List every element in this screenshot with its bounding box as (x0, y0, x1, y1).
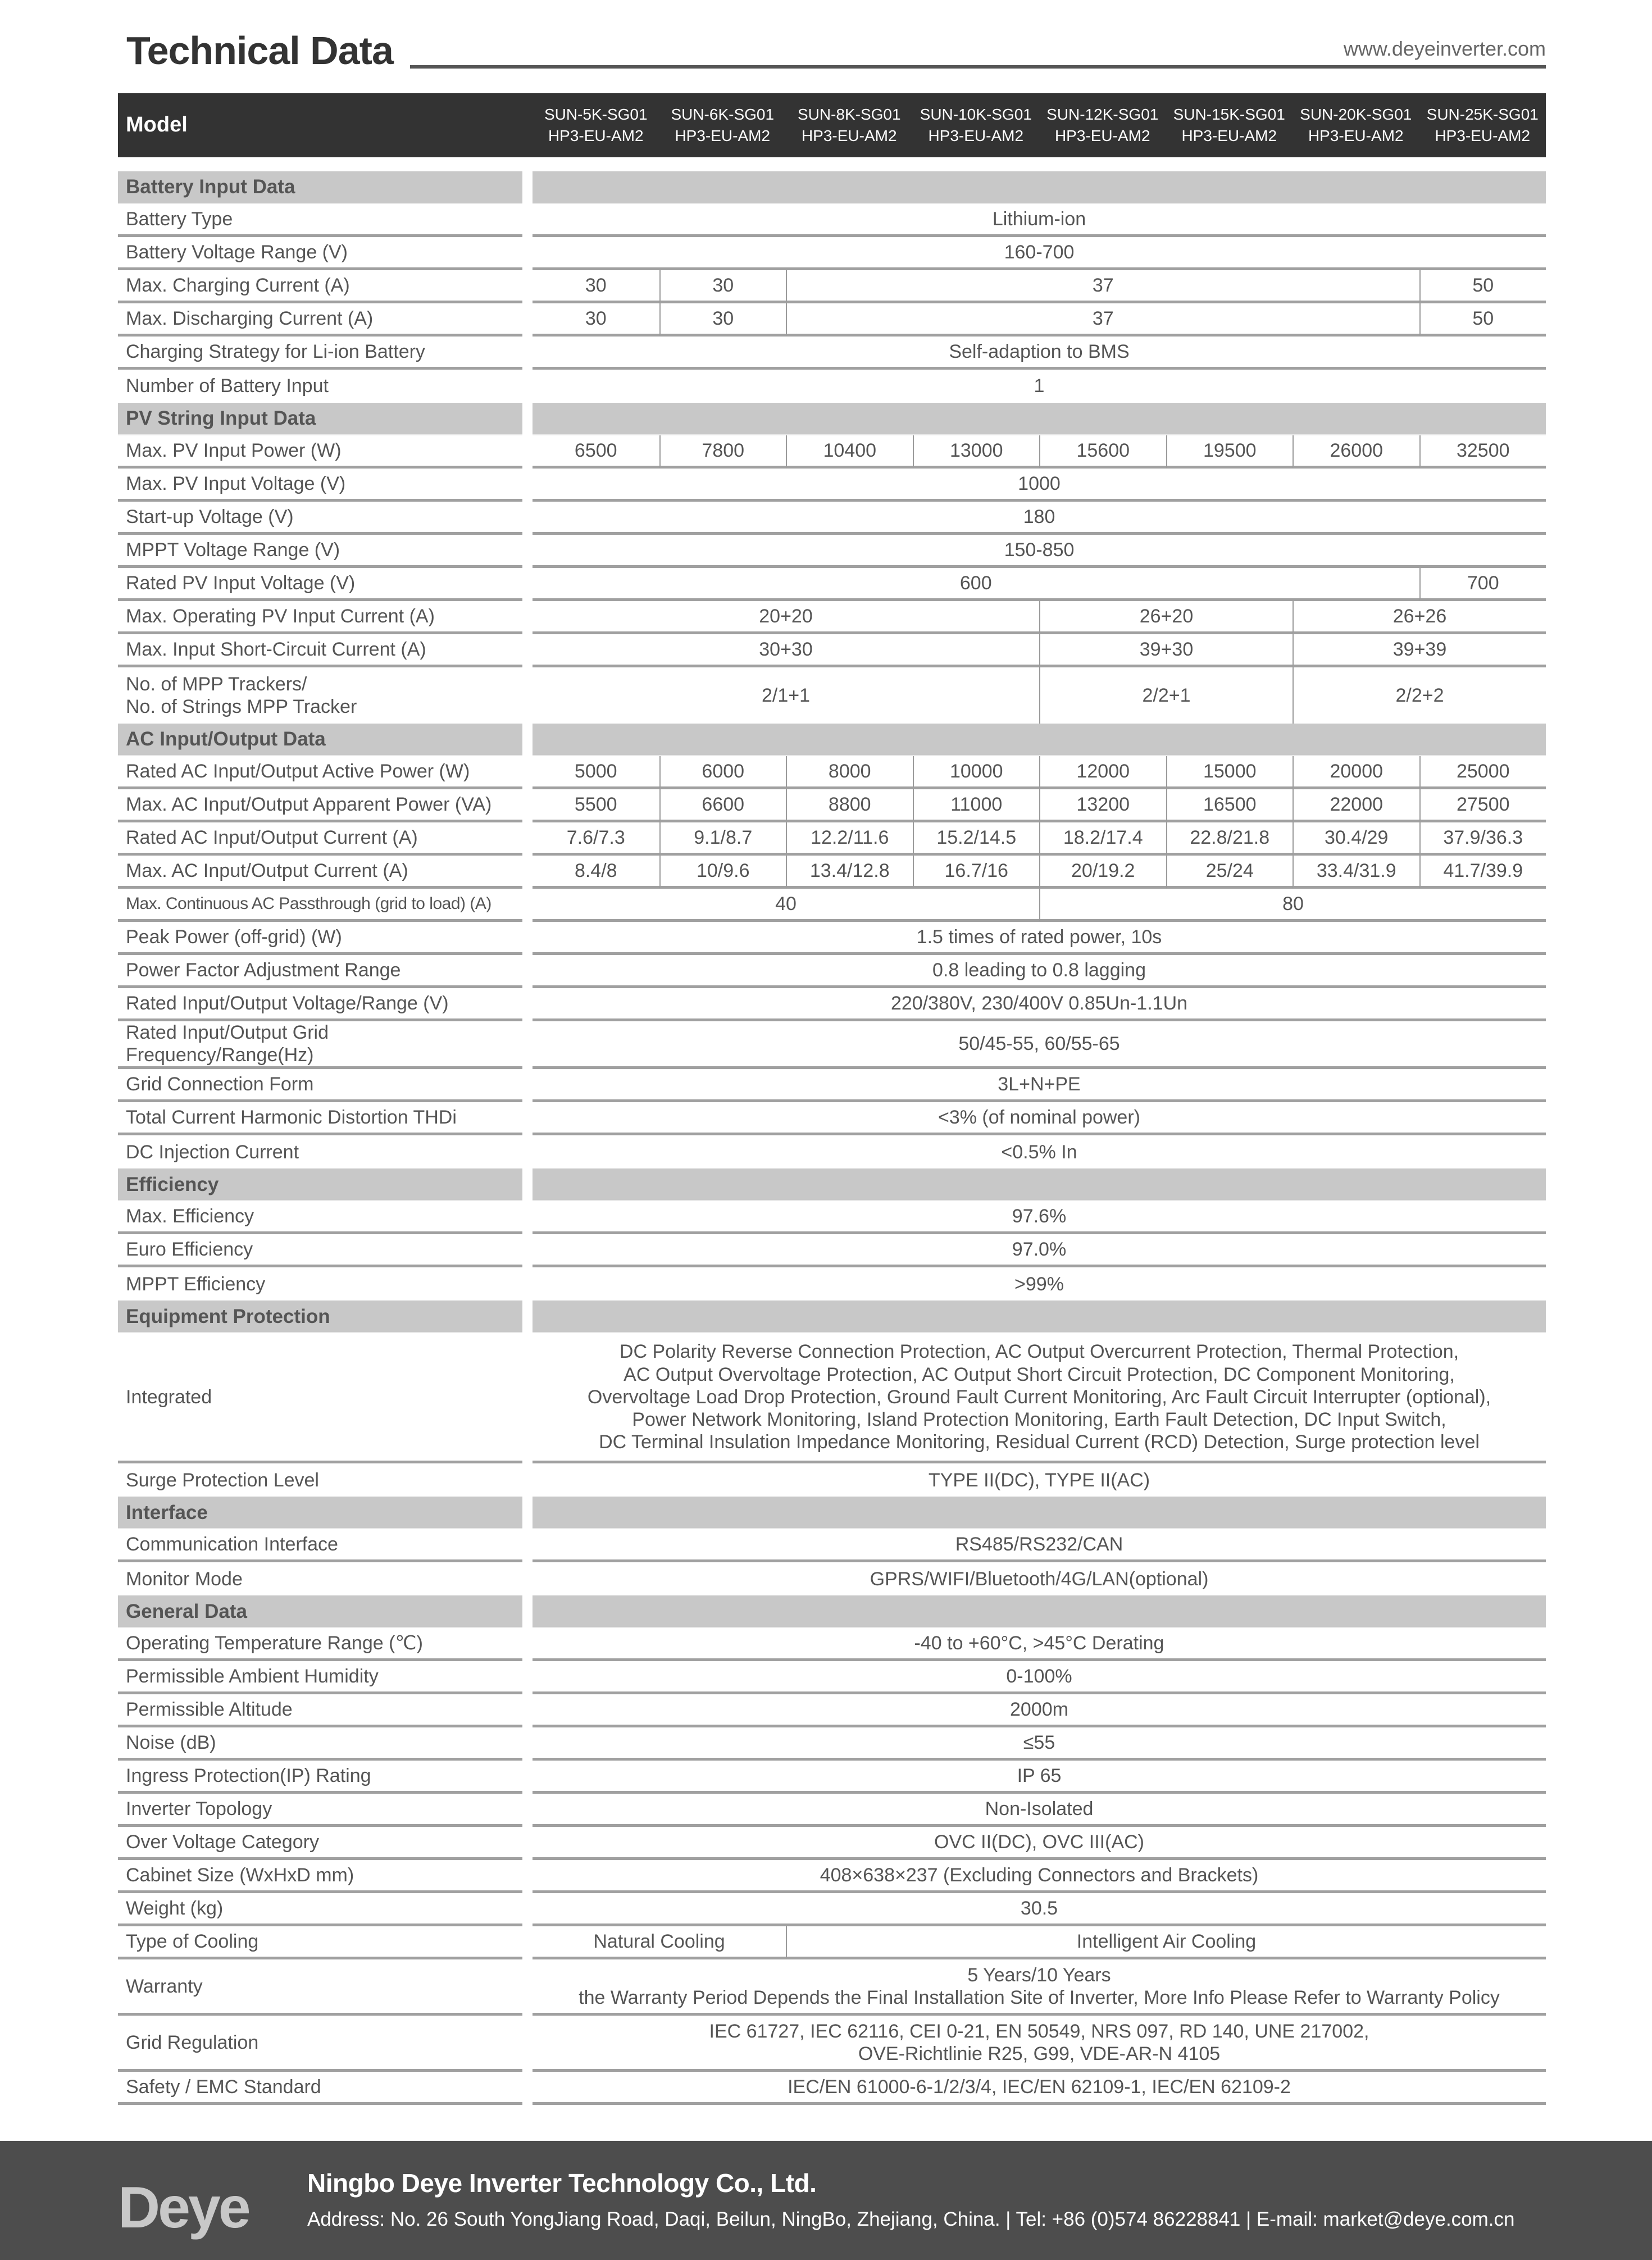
company-name: Ningbo Deye Inverter Technology Co., Ltd. (307, 2168, 817, 2198)
table-row: Max. PV Input Power (W) 6500 7800 10400 13000 15600 19500 26000 32500 (118, 435, 1546, 469)
table-row: Grid Connection Form 3L+N+PE (118, 1069, 1546, 1102)
model-header-row (118, 93, 1546, 157)
table-row: Rated AC Input/Output Current (A) 7.6/7.3 9.1/8.7 12.2/11.6 15.2/14.5 18.2/17.4 22.8/21.8 30.4/29 37.9/36.3 (118, 822, 1546, 856)
section-battery-input: Battery Input Data (118, 171, 1546, 204)
deye-logo: Deye (118, 2175, 249, 2240)
table-row: Max. AC Input/Output Apparent Power (VA) 5500 6600 8800 11000 13200 16500 22000 27500 (118, 789, 1546, 822)
table-row: Max. Operating PV Input Current (A) 20+20 26+20 26+26 (118, 601, 1546, 634)
table-row: Weight (kg) 30.5 (118, 1893, 1546, 1926)
table-row: Rated Input/Output Voltage/Range (V) 220/380V, 230/400V 0.85Un-1.1Un (118, 988, 1546, 1021)
table-row: Max. PV Input Voltage (V) 1000 (118, 469, 1546, 502)
section-equipment-protection: Equipment Protection (118, 1300, 1546, 1333)
page-title: Technical Data (126, 29, 393, 72)
table-row: Integrated DC Polarity Reverse Connection Protection, AC Output Overcurrent Protection, Thermal Protection, AC Output Overvoltage Protection, AC Output Short Circuit Protection, DC Component Monitoring, Overvoltage Load Drop Protection, Ground Fault Current Monitoring, Arc Fault Circuit Interrupter (optional), Power Network Monitoring, Island Protection Monitoring, Earth Fault Detection, DC Input Switch, DC Terminal Insulation Impedance Monitoring, Residual Current (RCD) Detection, Surge protection level (118, 1333, 1546, 1463)
table-row: Over Voltage Category OVC II(DC), OVC III(AC) (118, 1827, 1546, 1860)
table-row: Grid Regulation IEC 61727, IEC 62116, CEI 0-21, EN 50549, NRS 097, RD 140, UNE 217002, OVE-Richtlinie R25, G99, VDE-AR-N 4105 (118, 2016, 1546, 2072)
table-row: Permissible Ambient Humidity 0-100% (118, 1661, 1546, 1694)
title-bar (126, 22, 1546, 73)
table-row: Max. Charging Current (A) 30 30 37 50 (118, 270, 1546, 303)
model-12k: SUN-12K-SG01 HP3-EU-AM2 (1039, 93, 1166, 157)
model-label: Model (118, 93, 522, 157)
table-row: Power Factor Adjustment Range 0.8 leading to 0.8 lagging (118, 955, 1546, 988)
website-link[interactable]: www.deyeinverter.com (1343, 37, 1546, 60)
model-6k: SUN-6K-SG01 HP3-EU-AM2 (659, 93, 786, 157)
table-row: Number of Battery Input 1 (126, 375, 1045, 397)
table-row: Max. Input Short-Circuit Current (A) 30+30 39+30 39+39 (118, 634, 1546, 667)
table-row: Warranty 5 Years/10 Years the Warranty Period Depends the Final Installation Site of Inverter, More Info Please Refer to Warranty Policy (118, 1959, 1546, 2016)
table-row: No. of MPP Trackers/ No. of Strings MPP Tracker 2/1+1 2/2+1 2/2+2 (118, 667, 1546, 724)
table-row: Type of Cooling Natural Cooling Intelligent Air Cooling (118, 1926, 1546, 1959)
table-row: Battery Type Lithium-ion (118, 204, 1546, 237)
company-contact: Address: No. 26 South YongJiang Road, Daqi, Beilun, NingBo, Zhejiang, China. | Tel: +86 (0)574 86228841 | E-mail: market@deye.com.cn (307, 2208, 1515, 2230)
table-row: Cabinet Size (WxHxD mm) 408×638×237 (Excluding Connectors and Brackets) (118, 1860, 1546, 1893)
technical-data-table (118, 93, 1546, 2105)
table-row: Euro Efficiency 97.0% (118, 1234, 1546, 1267)
table-row: Monitor Mode GPRS/WIFI/Bluetooth/4G/LAN(optional) (126, 1568, 1209, 1590)
section-pv-string-input: PV String Input Data (118, 403, 1546, 435)
section-general-data: General Data (118, 1595, 1546, 1628)
table-row: Rated Input/Output Grid Frequency/Range(Hz) 50/45-55, 60/55-65 (118, 1021, 1546, 1069)
table-row: Safety / EMC Standard IEC/EN 61000-6-1/2/3/4, IEC/EN 62109-1, IEC/EN 62109-2 (118, 2072, 1546, 2105)
table-row: Total Current Harmonic Distortion THDi <3% (of nominal power) (118, 1102, 1546, 1135)
model-25k: SUN-25K-SG01 HP3-EU-AM2 (1419, 93, 1546, 157)
model-10k: SUN-10K-SG01 HP3-EU-AM2 (913, 93, 1040, 157)
model-20k: SUN-20K-SG01 HP3-EU-AM2 (1293, 93, 1419, 157)
table-row: Charging Strategy for Li-ion Battery Self-adaption to BMS (118, 337, 1546, 370)
table-row: Surge Protection Level TYPE II(DC), TYPE II(AC) (126, 1469, 1150, 1491)
page-footer (0, 2141, 1652, 2260)
table-row: Inverter Topology Non-Isolated (118, 1794, 1546, 1827)
model-5k: SUN-5K-SG01 HP3-EU-AM2 (533, 93, 659, 157)
table-row: MPPT Voltage Range (V) 150-850 (118, 535, 1546, 568)
table-row: Noise (dB) ≤55 (118, 1727, 1546, 1761)
table-row: Start-up Voltage (V) 180 (118, 502, 1546, 535)
section-efficiency: Efficiency (118, 1168, 1546, 1201)
table-row: Operating Temperature Range (℃) -40 to +60°C, >45°C Derating (118, 1628, 1546, 1661)
table-row: Rated PV Input Voltage (V) 600 700 (118, 568, 1546, 601)
table-row: Max. Discharging Current (A) 30 30 37 50 (118, 303, 1546, 337)
table-row: Ingress Protection(IP) Rating IP 65 (118, 1761, 1546, 1794)
table-row: Communication Interface RS485/RS232/CAN (118, 1529, 1546, 1562)
model-15k: SUN-15K-SG01 HP3-EU-AM2 (1166, 93, 1293, 157)
model-8k: SUN-8K-SG01 HP3-EU-AM2 (786, 93, 913, 157)
table-row: Max. Continuous AC Passthrough (grid to load) (A) 40 80 (118, 889, 1546, 922)
table-row: DC Injection Current <0.5% In (126, 1141, 1077, 1163)
section-interface: Interface (118, 1497, 1546, 1529)
table-row: Peak Power (off-grid) (W) 1.5 times of rated power, 10s (118, 922, 1546, 955)
title-rule (410, 65, 1546, 69)
section-ac-input-output: AC Input/Output Data (118, 724, 1546, 756)
table-row: Battery Voltage Range (V) 160-700 (118, 237, 1546, 270)
table-row: Rated AC Input/Output Active Power (W) 5000 6000 8000 10000 12000 15000 20000 25000 (118, 756, 1546, 789)
table-row: MPPT Efficiency >99% (126, 1273, 1064, 1295)
table-row: Permissible Altitude 2000m (118, 1694, 1546, 1727)
table-row: Max. AC Input/Output Current (A) 8.4/8 10/9.6 13.4/12.8 16.7/16 20/19.2 25/24 33.4/31.9 41.7/39.9 (118, 856, 1546, 889)
table-row: Max. Efficiency 97.6% (118, 1201, 1546, 1234)
